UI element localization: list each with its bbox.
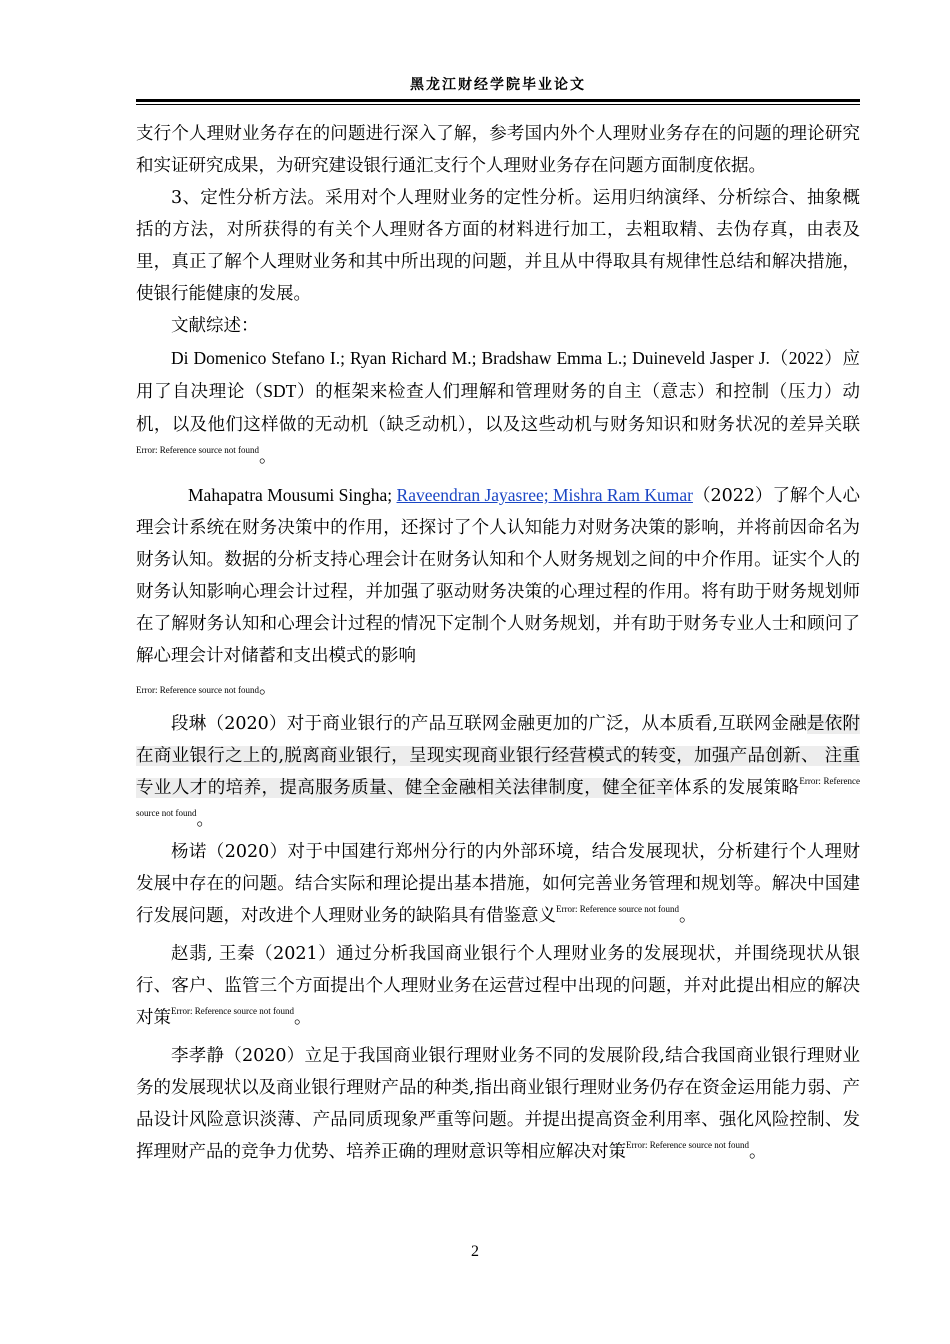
document-body [136, 118, 860, 1168]
paragraph-text: （2022）了解个人心理会计系统在财务决策中的作用，还探讨了个人认知能力对财务决策的影响，并将前因命名为财务认知。数据的分析支持心理会计在财务认知和个人财务规划之间的中介作用。证实个人的财务认知影响心理会计过程，并加强了驱动财务决策的心理过程的作用。将有助于财务规划师在了解财务认知和心理会计过程的情况下定制个人财务规划，并有助于财务专业人士和顾问了解心理会计对储蓄和支出模式的影响 [136, 486, 860, 666]
paragraph-duan-lin [136, 708, 860, 836]
author-link[interactable]: Raveendran Jayasree; Mishra Ram Kumar [396, 485, 693, 505]
reference-error-marker: Error: Reference source not found [171, 1006, 294, 1016]
period: 。 [258, 678, 277, 698]
paragraph-text: 体系的发展策略 [673, 778, 800, 798]
period: 。 [258, 447, 277, 467]
reference-error-marker: Error: Reference source not found [136, 445, 259, 455]
paragraph-text: 支行个人理财业务存在的问题进行深入了解，参考国内外个人理财业务存在的问题的理论研究和实证研究成果，为研究建设银行通汇支行个人理财业务存在问题方面制度依据。 [136, 124, 860, 176]
paragraph-text: 杨诺（2020）对于中国建行郑州分行的内外部环境，结合发展现状，分析建行个人理财发展中存在的问题。结合实际和理论提出基本措施，如何完善业务管理和规划等。解决中国建行发展问题，对改进个人理财业务的缺陷具有借鉴意义 [136, 842, 860, 926]
paragraph-text: 赵翡, 王秦（2021）通过分析我国商业银行个人理财业务的发展现状，并围绕现状从银行、客户、监管三个方面提出个人理财业务在运营过程中出现的问题，并对此提出相应的解决对策 [136, 944, 860, 1028]
heading-text: 文献综述： [171, 316, 259, 336]
reference-error-marker: Error: Reference source not found [626, 1140, 749, 1150]
paragraph-di-domenico [136, 342, 860, 473]
reference-error-marker: Error: Reference source not found [136, 685, 259, 695]
literature-review-heading [136, 310, 860, 342]
period: 。 [678, 906, 697, 926]
page-number: 2 [471, 1243, 479, 1260]
paragraph-text: 李孝静（2020）立足于我国商业银行理财业务不同的发展阶段,结合我国商业银行理财业务的发展现状以及商业银行理财产品的种类,指出商业银行理财业务仍存在资金运用能力弱、产品设计风险意识淡薄、产品同质现象严重等问题。并提出提高资金利用率、强化风险控制、发挥理财产品的竞争力优势、培养正确的理财意识等相应解决对策 [136, 1046, 860, 1162]
reference-error-marker: Error: Reference source not found [556, 904, 679, 914]
header-rule-thin [136, 104, 860, 105]
paragraph-text: 段琳（2020）对于商业银行的产品互联网金融更加的广泛，从本质看,互联网金融 [171, 714, 808, 734]
paragraph-text: 3、定性分析方法。采用对个人理财业务的定性分析。运用归纳演绎、分析综合、抽象概括的方法，对所获得的有关个人理财各方面的材料进行加工，去粗取精、去伪存真，由表及里，真正了解个人理财业务和其中所出现的问题，并且从中得取具有规律性总结和解决措施，使银行能健康的发展。 [136, 188, 860, 304]
period: 。 [196, 810, 214, 830]
paragraph-li-xiaojing [136, 1040, 860, 1168]
header-rule-thick [136, 99, 860, 102]
paragraph-yang-nuo [136, 836, 860, 932]
paragraph-mahapatra [136, 479, 860, 704]
period: 。 [748, 1142, 767, 1162]
page-header-title: 黑龙江财经学院毕业论文 [410, 77, 586, 93]
reference-error-marker: Error: Reference source not found [136, 776, 860, 818]
paragraph-continuation [136, 118, 860, 182]
paragraph-text: Mahapatra Mousumi Singha; [188, 485, 397, 505]
shaded-text: 是依附在商业银行之上的,脱离商业银行，呈现实现商业银行经营模式的转变，加强产品创新、 注重专业人才的培养，提高服务质量、健全金融相关法律制度，健全征辛 [136, 714, 860, 798]
paragraph-text: Di Domenico Stefano I.; Ryan Richard M.; Bradshaw Emma L.; Duineveld Jasper J.（2022）应用了自决理论（SDT）的框架来检查人们理解和管理财务的自主（意志）和控制（压力）动机，以及他们这样做的无动机（缺乏动机），以及这些动机与财务知识和财务状况的差异关联 [136, 348, 860, 434]
paragraph-zhao-fei [136, 938, 860, 1034]
period: 。 [293, 1008, 312, 1028]
paragraph-qualitative-method [136, 182, 860, 310]
